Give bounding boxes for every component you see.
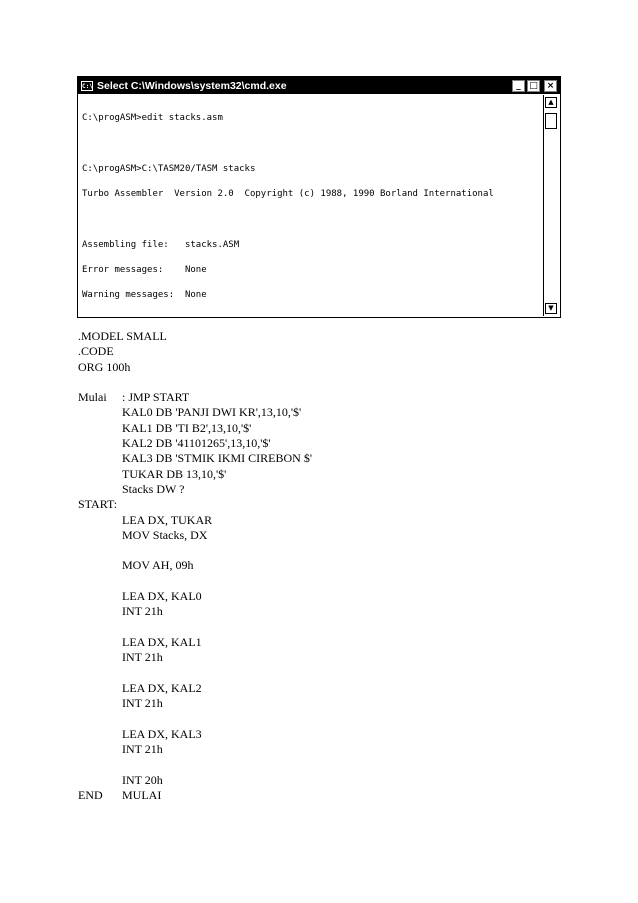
- code-line: [78, 436, 578, 451]
- code-text: Stacks DW ?: [122, 481, 185, 496]
- title-bar[interactable]: [78, 77, 560, 94]
- code-text: : JMP START: [122, 390, 190, 405]
- console-line: Error messages: None: [82, 264, 207, 275]
- console-line: Assembling file: stacks.ASM: [82, 239, 240, 250]
- code-line: [78, 467, 578, 482]
- window-title: Select C:\Windows\system32\cmd.exe: [97, 79, 287, 92]
- code-line: [78, 528, 578, 543]
- code-line: [78, 574, 578, 589]
- code-line: [78, 696, 578, 711]
- code-line: [78, 788, 578, 803]
- code-text: KAL2 DB '41101265',13,10,'$': [122, 436, 271, 451]
- vertical-scrollbar[interactable]: [543, 95, 559, 316]
- console-line: [82, 139, 540, 147]
- code-line: [78, 681, 578, 696]
- code-line: [78, 329, 578, 344]
- code-text: ORG 100h: [78, 359, 131, 374]
- code-text: LEA DX, KAL1: [122, 634, 202, 649]
- code-line: [78, 558, 578, 573]
- scroll-up-arrow-icon[interactable]: ▲: [545, 97, 557, 108]
- end-value: MULAI: [122, 787, 162, 802]
- code-text: MOV AH, 09h: [122, 558, 194, 573]
- code-line: [78, 773, 578, 788]
- cmd-icon: C:\: [82, 82, 93, 90]
- scroll-down-arrow-icon[interactable]: ▼: [545, 303, 557, 314]
- code-line: [78, 757, 578, 772]
- end-label: END: [78, 787, 103, 802]
- code-line: [78, 635, 578, 650]
- code-line: [78, 711, 578, 726]
- code-text: KAL0 DB 'PANJI DWI KR',13,10,'$': [122, 405, 302, 420]
- console-line: C:\progASM>edit stacks.asm: [82, 112, 223, 123]
- cmd-window: [77, 76, 561, 318]
- code-line: [78, 482, 578, 497]
- code-text: KAL1 DB 'TI B2',13,10,'$': [122, 420, 252, 435]
- code-line: [78, 604, 578, 619]
- start-label: START:: [78, 497, 118, 512]
- code-text: MOV Stacks, DX: [122, 527, 208, 542]
- source-code: [78, 329, 578, 803]
- console-output: [82, 97, 540, 315]
- code-text: KAL3 DB 'STMIK IKMI CIREBON $': [122, 451, 312, 466]
- code-line: [78, 360, 578, 375]
- code-text: .MODEL SMALL: [78, 329, 167, 343]
- code-line: [78, 344, 578, 359]
- console-line: [82, 215, 540, 223]
- code-line: [78, 451, 578, 466]
- close-button[interactable]: ×: [544, 80, 557, 92]
- code-text: INT 21h: [122, 742, 163, 757]
- console-line: Warning messages: None: [82, 290, 207, 301]
- scroll-thumb[interactable]: [545, 113, 557, 129]
- code-text: LEA DX, KAL0: [122, 589, 202, 604]
- code-text: LEA DX, KAL2: [122, 680, 202, 695]
- code-line: [78, 589, 578, 604]
- code-line: [78, 620, 578, 635]
- code-text: INT 21h: [122, 650, 163, 665]
- code-line: [78, 727, 578, 742]
- blank-line: [78, 375, 578, 390]
- code-text: LEA DX, KAL3: [122, 726, 202, 741]
- code-line: [78, 742, 578, 757]
- code-line: [78, 543, 578, 558]
- code-text: INT 21h: [122, 604, 163, 619]
- code-text: INT 20h: [122, 772, 163, 787]
- maximize-button[interactable]: □: [527, 80, 540, 92]
- code-text: INT 21h: [122, 696, 163, 711]
- minimize-button[interactable]: _: [512, 80, 525, 92]
- code-text: LEA DX, TUKAR: [122, 512, 213, 527]
- console-line: Turbo Assembler Version 2.0 Copyright (c) 1988, 1990 Borland International: [82, 188, 494, 199]
- code-line: [78, 666, 578, 681]
- code-line: [78, 390, 578, 405]
- code-line: [78, 421, 578, 436]
- code-line: [78, 405, 578, 420]
- mulai-label: Mulai: [78, 390, 107, 405]
- code-line: [78, 497, 578, 512]
- console-line: C:\progASM>C:\TASM20/TASM stacks: [82, 163, 256, 174]
- code-line: [78, 650, 578, 665]
- code-text: TUKAR DB 13,10,'$': [122, 466, 227, 481]
- code-line: [78, 513, 578, 528]
- code-text: .CODE: [78, 344, 114, 359]
